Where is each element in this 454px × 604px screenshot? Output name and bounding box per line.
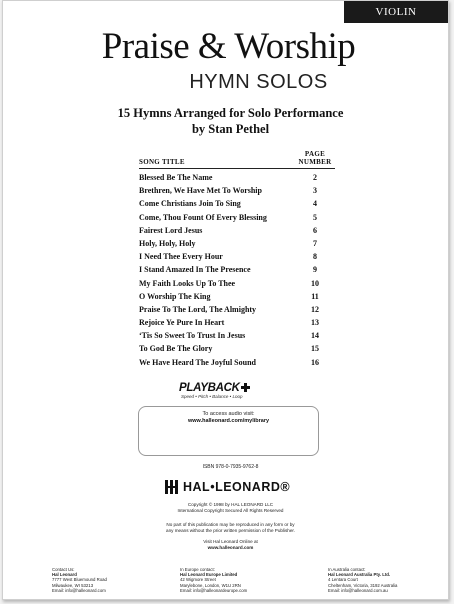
toc-row [139,197,335,210]
toc-col-page-number [295,150,335,166]
hal-leonard-logo [165,478,295,496]
toc-row [139,184,335,197]
visit-online [3,539,448,551]
toc-row [139,237,335,250]
toc-song-title: Blessed Be The Name [139,173,213,182]
toc-song-title: Brethren, We Have Met To Worship [139,186,262,196]
footer-heading: In Europe contact: [180,567,215,572]
toc-row [139,290,335,303]
footer-company: Hal Leonard Europe Limited [180,572,238,578]
book-title: Praise & Worship [101,26,356,67]
footer-heading: Contact Us: [52,567,75,572]
document-page [2,0,449,600]
footer-address-line: Milwaukee, WI 53213 [52,582,94,588]
footer-company: Hal Leonard [52,572,77,578]
toc-page-number: 11 [311,291,319,301]
toc-page-number: 5 [313,212,317,222]
toc-song-title: Come, Thou Fount Of Every Blessing [139,212,267,222]
reproduction-line: any means without the prior written permission of the Publisher. [166,528,295,533]
toc-song-title: Rejoice Ye Pure In Heart [139,318,225,328]
plus-icon [241,383,250,392]
hal-leonard-mark-icon [165,480,179,494]
toc-row [139,303,335,316]
toc-song-title: I Need Thee Every Hour [139,252,223,262]
toc-page-number: 10 [311,278,319,288]
toc-row [139,277,335,290]
audio-access-text: To access audio visit: [202,411,255,417]
toc-page-number: 8 [313,252,317,262]
toc-song-title: My Faith Looks Up To Thee [139,278,236,288]
footer-contact-australia [328,567,397,593]
toc-page-number: 6 [313,225,317,235]
toc-row [139,356,335,369]
footer-address-line: 42 Wigmore Street [180,577,216,583]
footer-address-line: Marylebone, London, W1U 2RN [180,582,241,588]
toc-song-title: I Stand Amazed In The Presence [139,265,251,275]
footer-email: Email: info@halleonard.com [52,587,106,593]
footer-company: Hal Leonard Australia Pty. Ltd. [328,572,391,578]
toc-header [139,146,335,169]
toc-row [139,250,335,263]
toc-row [139,211,335,224]
toc-page-number: 12 [311,304,319,314]
publisher-name: HAL•LEONARD® [183,480,291,494]
table-of-contents [139,171,335,369]
toc-song-title: Come Christians Join To Sing [139,199,241,209]
toc-row [139,171,335,184]
playback-plus-logo [179,382,277,404]
copyright-line: Copyright © 1998 by HAL LEONARD LLC [187,502,274,507]
toc-col-page-label: PAGE [304,150,326,158]
copyright-notice [3,502,448,514]
reproduction-notice [3,522,448,534]
audio-access-link[interactable]: www.halleonard.com/mylibrary [187,418,270,424]
toc-col-song-title: SONG TITLE [139,158,185,166]
toc-page-number: 15 [311,344,319,354]
playback-word: PLAYBACK [179,382,240,394]
toc-col-number-label: NUMBER [298,158,332,166]
footer-heading: In Australia contact: [328,567,366,572]
toc-row [139,329,335,342]
toc-page-number: 13 [311,318,319,328]
toc-row [139,224,335,237]
footer-contact-europe [180,567,247,593]
toc-page-number: 2 [313,173,317,182]
instrument-badge: VIOLIN [344,1,448,23]
toc-song-title: Holy, Holy, Holy [139,238,196,248]
toc-page-number: 7 [313,238,317,248]
visit-text: Visit Hal Leonard Online at [203,539,258,544]
toc-song-title: We Have Heard The Joyful Sound [139,357,256,367]
footer-address-line: 4 Lentara Court [328,577,358,583]
arranger-line: by Stan Pethel [191,122,270,136]
isbn: ISBN 978-0-7935-9762-8 [202,464,259,470]
arrangement-credit [3,105,448,137]
toc-song-title: Praise To The Lord, The Almighty [139,304,257,314]
toc-song-title: ‘Tis So Sweet To Trust In Jesus [139,331,246,341]
toc-page-number: 4 [313,199,317,209]
toc-page-number: 3 [313,186,317,196]
toc-row [139,316,335,329]
publisher-website-link[interactable]: www.halleonard.com [207,545,254,550]
copyright-line: International Copyright Secured All Rights Reserved [177,508,284,513]
toc-song-title: Fairest Lord Jesus [139,225,203,235]
toc-row [139,342,335,355]
footer-address-line: Cheltenham, Victoria, 3192 Australia [328,582,398,588]
toc-song-title: O Worship The King [139,291,211,301]
toc-row [139,263,335,276]
reproduction-line: No part of this publication may be reproduced in any form or by [166,522,295,527]
audio-access-box [138,406,319,456]
toc-page-number: 16 [311,357,319,367]
footer-address-line: 7777 West Bluemound Road [52,577,107,583]
toc-page-number: 14 [311,331,319,341]
footer-email: Email: info@halleonard.com.au [328,587,388,593]
book-subtitle: HYMN SOLOS [189,71,328,93]
footer-email: Email: info@halleonardeurope.com [180,587,248,593]
arrangement-line: 15 Hymns Arranged for Solo Performance [117,106,344,120]
footer-contact-us [52,567,107,593]
toc-page-number: 9 [313,265,317,275]
toc-song-title: To God Be The Glory [139,344,213,354]
playback-tagline: Speed • Pitch • Balance • Loop [181,394,243,399]
